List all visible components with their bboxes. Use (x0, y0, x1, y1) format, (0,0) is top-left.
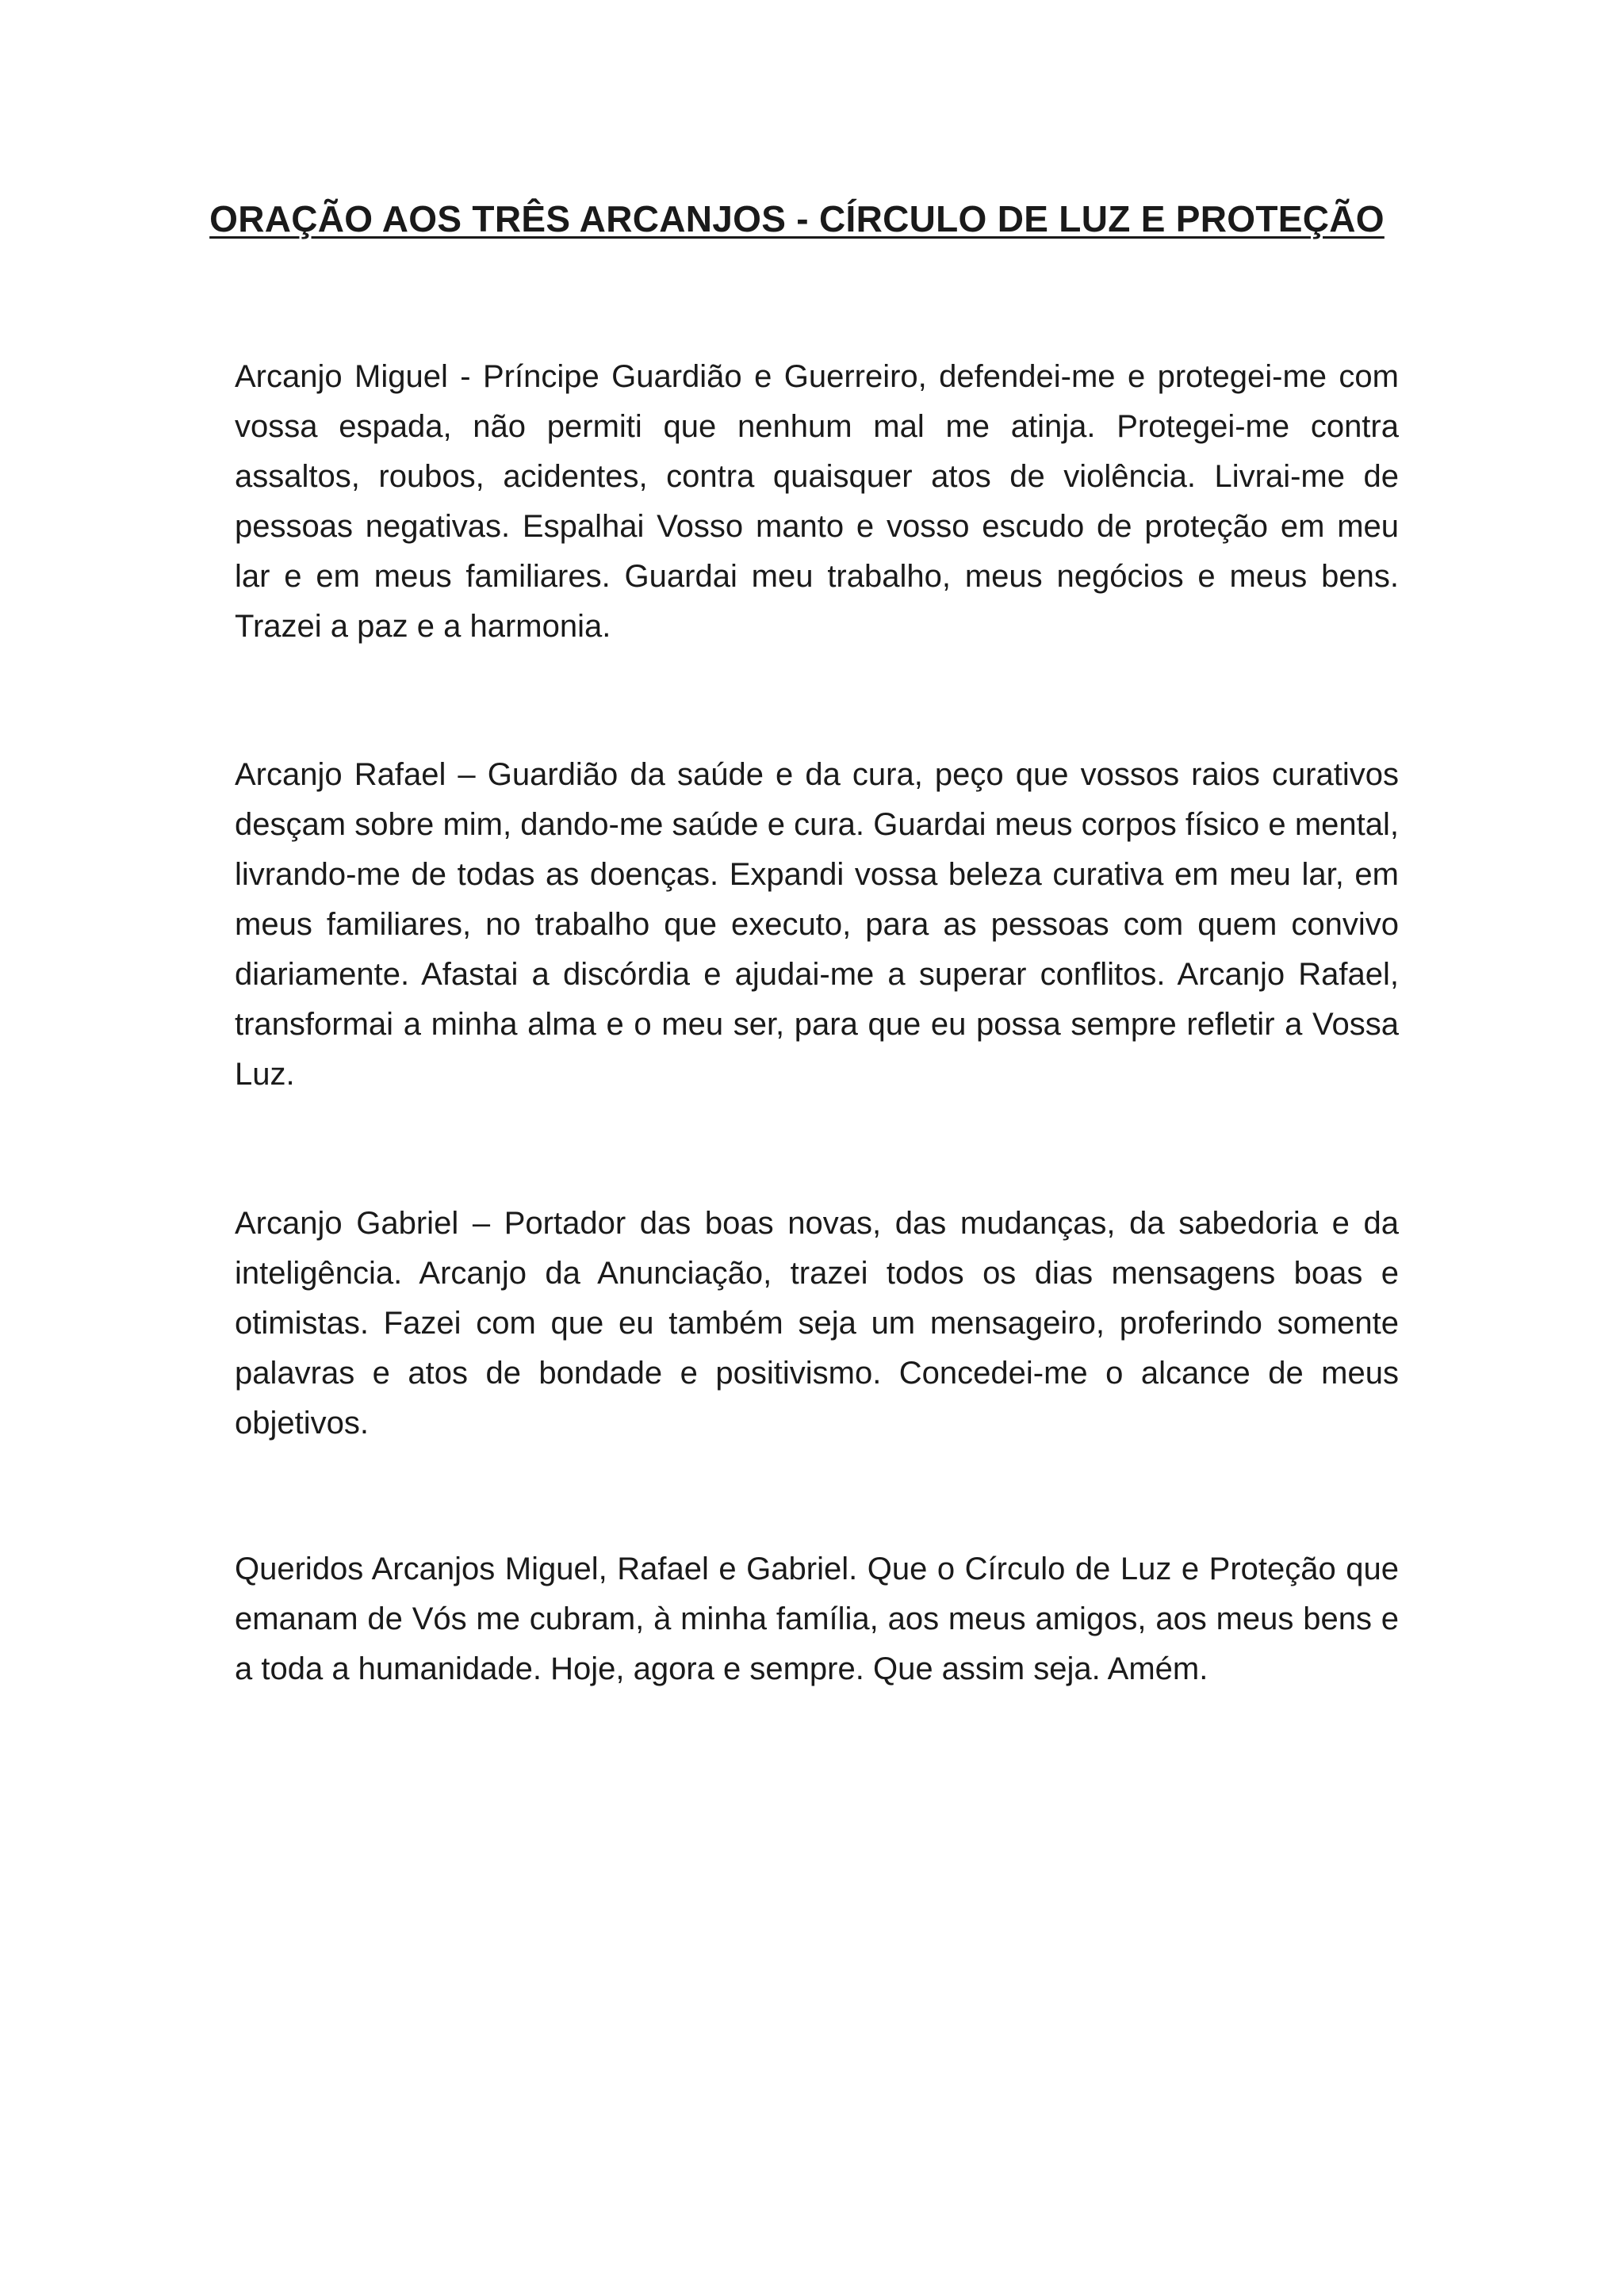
paragraph-arcanjo-miguel: Arcanjo Miguel - Príncipe Guardião e Guerreiro, defendei-me e protegei-me com vossa espada, não permiti que nenhum mal me atinja. Protegei-me contra assaltos, roubos, acidentes, contra quaisquer atos de violência. Livrai-me de pessoas negativas. Espalhai Vosso manto e vosso escudo de proteção em meu lar e em meus familiares. Guardai meu trabalho, meus negócios e meus bens. Trazei a paz e a harmonia. (235, 359, 1399, 644)
paragraph-closing-prayer: Queridos Arcanjos Miguel, Rafael e Gabriel. Que o Círculo de Luz e Proteção que emanam de Vós me cubram, à minha família, aos meus amigos, aos meus bens e a toda a humanidade. Hoje, agora e sempre. Que assim seja. Amém. (235, 1552, 1399, 1686)
paragraph-arcanjo-gabriel: Arcanjo Gabriel – Portador das boas novas, das mudanças, da sabedoria e da inteligência. Arcanjo da Anunciação, trazei todos os dias mensagens boas e otimistas. Fazei com que eu também seja um mensageiro, proferindo somente palavras e atos de bondade e positivismo. Concedei-me o alcance de meus objetivos. (235, 1206, 1399, 1441)
page-title: ORAÇÃO AOS TRÊS ARCANJOS - CÍRCULO DE LUZ E PROTEÇÃO (209, 198, 1385, 239)
paragraph-arcanjo-rafael: Arcanjo Rafael – Guardião da saúde e da cura, peço que vossos raios curativos desçam sobre mim, dando-me saúde e cura. Guardai meus corpos físico e mental, livrando-me de todas as doenças. Expandi vossa beleza curativa em meu lar, em meus familiares, no trabalho que executo, para as pessoas com quem convivo diariamente. Afastai a discórdia e ajudai-me a superar conflitos. Arcanjo Rafael, transformai a minha alma e o meu ser, para que eu possa sempre refletir a Vossa Luz. (235, 757, 1399, 1092)
